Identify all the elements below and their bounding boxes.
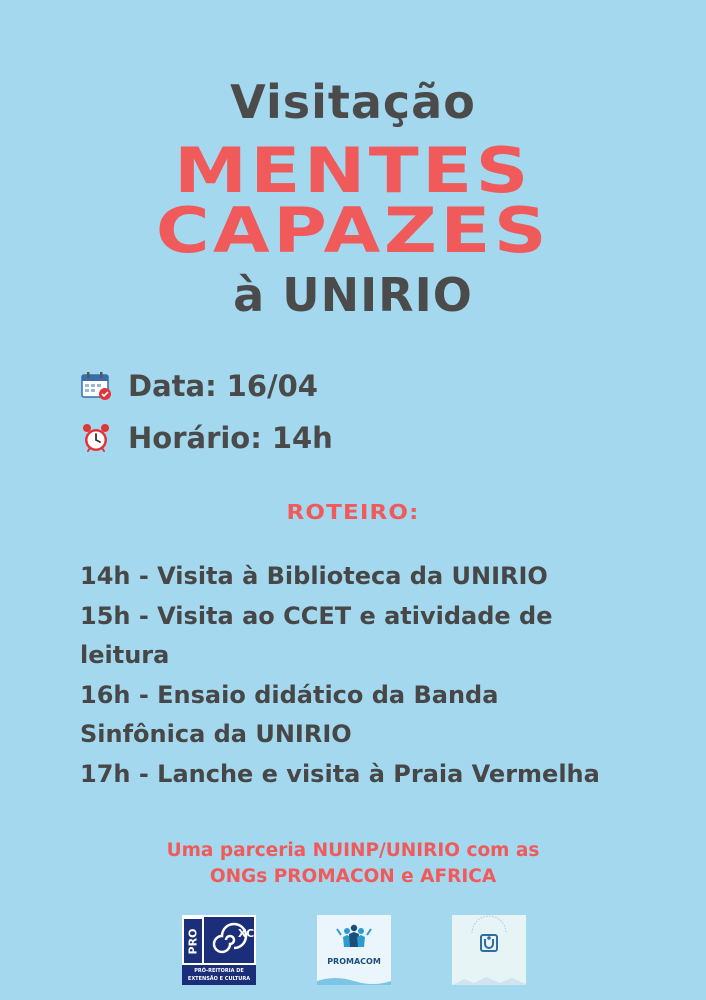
proexc-caption [182,965,256,985]
proexc-caption-line-1: PRÓ-REITORIA DE [194,968,244,974]
africa-logo [452,915,526,985]
proexc-spiral-icon [204,917,254,963]
list-item: Sinfônica da UNIRIO [80,720,352,748]
partnership-line-2: ONGs PROMACON e AFRICA [209,866,497,887]
title-visitacao: Visitação [230,75,476,129]
partnership-note [0,838,706,890]
proexc-pro-text: PRO [186,928,200,955]
alarm-clock-icon [80,422,112,454]
title-capazes: CAPAZES [155,194,551,267]
roteiro-heading: ROTEIRO: [286,500,420,524]
proexc-logo [182,915,256,985]
wave-decoration [317,975,391,985]
proexc-caption-line-2: EXTENSÃO E CULTURA [187,976,251,982]
partnership-line-1: Uma parceria NUINP/UNIRIO com as [166,840,540,861]
people-group-icon [317,915,391,955]
promacom-name: PROMACOM [327,957,381,966]
calendar-icon [80,370,112,402]
roteiro-list [80,557,680,794]
date-value: 16/04 [226,369,318,403]
list-item: 16h - Ensaio didático da Banda [80,680,499,709]
promacom-logo [317,915,391,985]
mountain-decoration [452,975,526,985]
proexc-xc-text: XC [238,927,254,940]
time-row [80,418,333,458]
list-item: 17h - Lanche e visita à Praia Vermelha [80,759,600,788]
africa-emblem-icon [452,915,526,959]
title-unirio: à UNIRIO [233,268,473,322]
list-item: 15h - Visita ao CCET e atividade de [80,601,553,630]
time-value: 14h [271,421,333,455]
title-mentes: MENTES [174,134,532,207]
time-label: Horário: [128,421,262,455]
list-item: 14h - Visita à Biblioteca da UNIRIO [80,562,548,590]
date-label: Data: [128,369,217,403]
list-item: leitura [80,641,170,669]
date-row [80,366,318,406]
